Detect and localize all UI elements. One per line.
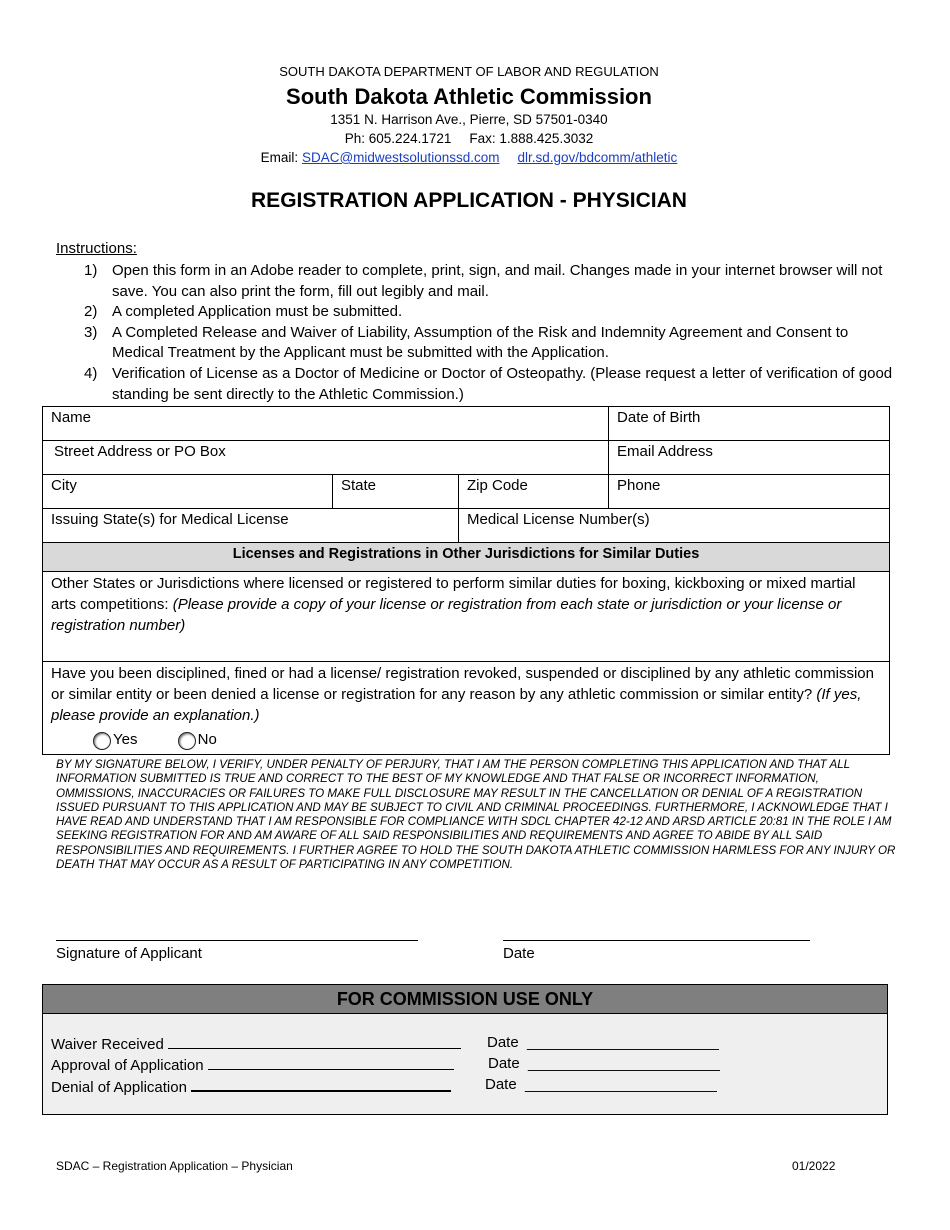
signature-line[interactable] bbox=[56, 940, 418, 941]
perjury-statement: BY MY SIGNATURE BELOW, I VERIFY, UNDER PENALTY OF PERJURY, THAT I AM THE PERSON COMPLETING THIS APPLICATION AND THAT ALL INFORMATION SUBMITTED IS TRUE AND CORRECT TO THE BEST OF MY KNOWLEDGE AND THAT FALSE OR INCORRECT INFORMATION, OMMISSIONS, INACCURACIES OR FAILURES TO MAKE FULL DISCLOSURE MAY RESULT IN THE CANCELLATION OR DENIAL OF A REGISTRATION ISSUED PURSUANT TO THIS APPLICATION AND MAY BE SUBJECT TO CIVIL AND CRIMINAL PROCEEDINGS. FURTHERMORE, I ACKNOWLEDGE THAT I HAVE READ AND UNDERSTAND THAT I AM RESPONSIBLE FOR COMPLIANCE WITH SDCL CHAPTER 42-12 AND ARSD ARTICLE 20:81 IN THE ROLE I AM SEEKING REGISTRATION FOR AND AM AWARE OF ALL SAID RESPONSIBILITIES AND REQUIREMENTS AND AGREE TO ABIDE BY ALL SAID RESPONSIBILITIES AND REQUIREMENTS. I FURTHER AGREE TO HOLD THE SOUTH DAKOTA ATHLETIC COMMISSION HARMLESS FOR ANY INJURY OR DEATH THAT MAY OCCUR AS A RESULT OF PARTICIPATING IN ANY COMPETITION. bbox=[56, 758, 896, 872]
form-title: REGISTRATION APPLICATION - PHYSICIAN bbox=[251, 189, 687, 212]
footer-revision-date: 01/2022 bbox=[792, 1159, 836, 1173]
denial-row: Denial of Application bbox=[51, 1076, 451, 1096]
state-field[interactable]: State bbox=[333, 475, 459, 509]
phone-number: Ph: 605.224.1721 bbox=[344, 131, 452, 146]
instruction-item: 1) Open this form in an Adobe reader to complete, print, sign, and mail. Changes made in your internet browser will not save. You can also print the form, fill out legibly and mail. bbox=[84, 262, 883, 300]
signature-date-label: Date bbox=[503, 945, 535, 962]
approval-date: Date _______________________ bbox=[488, 1055, 720, 1072]
discipline-radio-group bbox=[51, 730, 881, 752]
commission-use-heading: FOR COMMISSION USE ONLY bbox=[43, 985, 887, 1014]
email-address-field[interactable]: Email Address bbox=[609, 441, 890, 475]
department-name: SOUTH DAKOTA DEPARTMENT OF LABOR AND REGULATION bbox=[279, 64, 659, 79]
approval-row: Approval of Application bbox=[51, 1055, 454, 1074]
denial-date: Date _______________________ bbox=[485, 1076, 717, 1093]
instruction-item: 2) A completed Application must be submitted. bbox=[84, 303, 403, 321]
issuing-state-field[interactable]: Issuing State(s) for Medical License bbox=[43, 509, 459, 543]
radio-circle-icon[interactable] bbox=[93, 732, 111, 750]
signature-label: Signature of Applicant bbox=[56, 945, 202, 962]
radio-circle-icon[interactable] bbox=[178, 732, 196, 750]
waiver-received-line[interactable] bbox=[168, 1034, 461, 1049]
waiver-received-row: Waiver Received bbox=[51, 1034, 461, 1053]
approval-line[interactable] bbox=[208, 1055, 454, 1070]
instructions-list bbox=[84, 261, 904, 405]
phone-field[interactable]: Phone bbox=[609, 475, 890, 509]
contact-email-web bbox=[0, 150, 938, 165]
website-link[interactable]: dlr.sd.gov/bdcomm/athletic bbox=[517, 150, 678, 165]
license-number-field[interactable]: Medical License Number(s) bbox=[459, 509, 890, 543]
fax-number: Fax: 1.888.425.3032 bbox=[469, 131, 594, 146]
yes-radio[interactable]: Yes bbox=[93, 730, 137, 751]
instructions-heading: Instructions: bbox=[56, 240, 137, 257]
commission-address: 1351 N. Harrison Ave., Pierre, SD 57501-0340 bbox=[330, 112, 608, 127]
waiver-date-blank[interactable]: _______________________ bbox=[527, 1034, 719, 1051]
email-label: Email: bbox=[260, 150, 299, 165]
instruction-item: 4) Verification of License as a Doctor of Medicine or Doctor of Osteopathy. (Please request a letter of verification of good standing be sent directly to the Athletic Commission.) bbox=[84, 364, 893, 403]
city-field[interactable]: City bbox=[43, 475, 333, 509]
zip-code-field[interactable]: Zip Code bbox=[459, 475, 609, 509]
approval-date-blank[interactable]: _______________________ bbox=[528, 1055, 720, 1072]
street-address-field[interactable]: Street Address or PO Box bbox=[43, 441, 609, 475]
no-radio[interactable]: No bbox=[178, 730, 217, 751]
denial-date-blank[interactable]: _______________________ bbox=[525, 1076, 717, 1093]
instruction-item: 3) A Completed Release and Waiver of Liability, Assumption of the Risk and Indemnity Agreement and Consent to Medical Treatment by the Applicant must be submitted with the Application. bbox=[84, 323, 849, 362]
contact-phone-fax bbox=[0, 131, 938, 146]
jurisdictions-heading: Licenses and Registrations in Other Jurisdictions for Similar Duties bbox=[43, 543, 890, 572]
waiver-date: Date _______________________ bbox=[487, 1034, 719, 1051]
signature-date-line[interactable] bbox=[503, 940, 810, 941]
denial-line[interactable] bbox=[191, 1076, 451, 1092]
email-link[interactable]: SDAC@midwestsolutionssd.com bbox=[301, 150, 500, 165]
commission-use-box bbox=[42, 984, 888, 1115]
applicant-info-table bbox=[42, 406, 890, 755]
commission-title: South Dakota Athletic Commission bbox=[286, 84, 652, 109]
dob-field[interactable]: Date of Birth bbox=[609, 407, 890, 441]
name-field[interactable]: Name bbox=[43, 407, 609, 441]
footer-form-name: SDAC – Registration Application – Physician bbox=[56, 1159, 293, 1173]
discipline-question: Have you been disciplined, fined or had a license/ registration revoked, suspended or disciplined by any athletic commission or similar entity or been denied a license or registration for any reason by any athletic commission or similar entity? (If yes, please provide an explanation.) Yes No bbox=[43, 662, 890, 755]
other-jurisdictions-field[interactable]: Other States or Jurisdictions where licensed or registered to perform similar duties for boxing, kickboxing or mixed martial arts competitions: (Please provide a copy of your license or registration from each state or jurisdiction or your license or registration number) bbox=[43, 572, 890, 662]
